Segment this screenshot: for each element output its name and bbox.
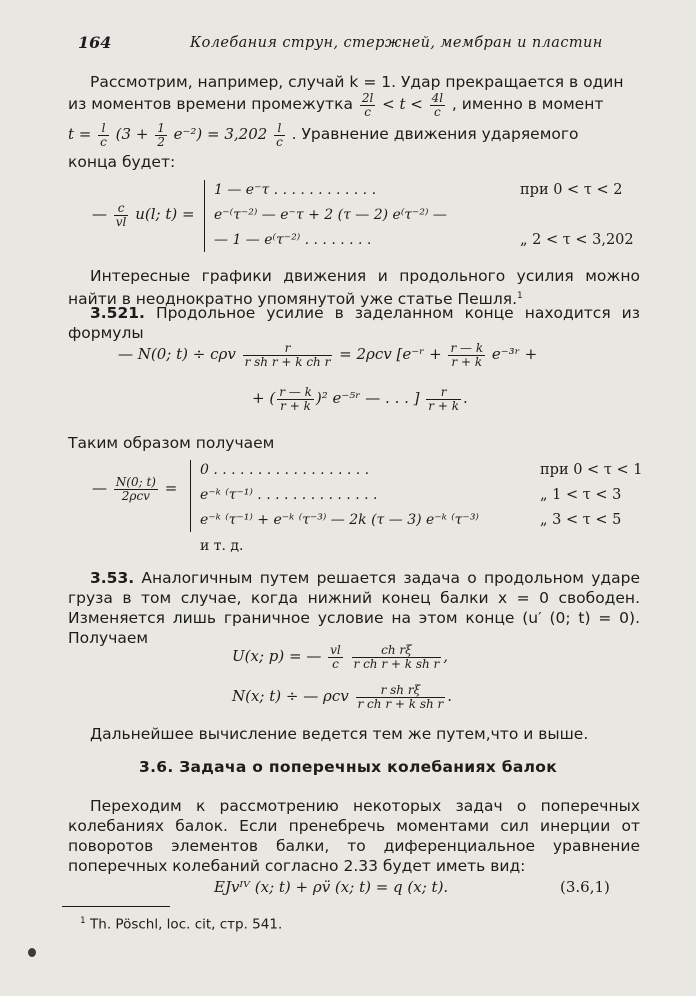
eq6-formula: EJvᴵⱽ (x; t) + ρv̈ (x; t) = q (x; t).: [214, 878, 449, 896]
eq3-cond3: „ 3 < τ < 5: [540, 512, 622, 528]
section-number: 3.53.: [90, 569, 135, 587]
eq3-cond2: „ 1 < τ < 3: [540, 487, 622, 503]
section-title: Задача о поперечных колебаниях балок: [179, 758, 558, 776]
para-beams: Переходим к рассмотрению некоторых задач о поперечных колебаниях балок. Если пренебречь моментами сил инерции от поворотов элементов балки, то диференциальное уравнение поперечных колебаний согласно 2.33 будет иметь вид:: [68, 797, 640, 875]
eq2-line2: [252, 386, 468, 412]
num: N(0; t): [115, 475, 156, 489]
fraction: [426, 386, 461, 412]
fraction: [98, 122, 109, 148]
part: — N(0; t) ÷ cρv: [118, 345, 236, 364]
part: U(x; p) = —: [232, 647, 322, 666]
part: .: [447, 687, 453, 706]
lhs-text: u(l; t) =: [135, 205, 195, 224]
ineq: < t <: [382, 95, 423, 114]
den: c: [276, 134, 283, 149]
fraction: [430, 92, 445, 118]
num: r sh rξ: [356, 684, 446, 698]
eq3-case3: e⁻ᵏ ⁽τ⁻¹⁾ + e⁻ᵏ ⁽τ⁻³⁾ — 2k (τ — 3) e⁻ᵏ ⁽τ⁻³⁾: [200, 512, 479, 528]
part: )² e⁻⁵ʳ — . . . ]: [315, 389, 420, 408]
den: c: [364, 104, 371, 119]
eq6-number: (3.6,1): [560, 878, 610, 896]
para-intro-line3: [68, 122, 640, 148]
fraction: [448, 342, 485, 368]
para-353: [68, 568, 640, 648]
minus: —: [92, 205, 107, 224]
eq3-case2: e⁻ᵏ ⁽τ⁻¹⁾ . . . . . . . . . . . . . .: [200, 487, 378, 503]
num: l: [274, 122, 285, 136]
eq3-case1: 0 . . . . . . . . . . . . . . . . . .: [200, 462, 370, 478]
para-intro-line1: Рассмотрим, например, случай k = 1. Удар прекращается в один: [90, 73, 624, 91]
num: r: [243, 342, 333, 356]
t-eq: t =: [68, 125, 92, 144]
num: ch rξ: [352, 644, 442, 658]
num: l: [98, 122, 109, 136]
page-number: 164: [78, 33, 112, 52]
eq1-case2: e⁻⁽τ⁻²⁾ — e⁻τ + 2 (τ — 2) e⁽τ⁻²⁾ —: [214, 207, 447, 223]
den: vl: [115, 214, 127, 229]
running-header: [0, 33, 696, 55]
den: r sh r + k ch r: [244, 354, 331, 369]
text: из моментов времени промежутка: [68, 95, 353, 114]
value: e⁻²) = 3,202: [173, 125, 268, 144]
den: 2: [157, 134, 165, 149]
eq1-cond1: при 0 < τ < 2: [520, 182, 623, 198]
part: = 2ρcv [e⁻ʳ +: [339, 345, 442, 364]
interval-math: [358, 91, 452, 119]
eq2-line1: [118, 342, 537, 368]
part: + (: [252, 389, 276, 408]
footnote: [80, 916, 282, 933]
den: 2ρcv: [121, 488, 150, 503]
num: 1: [157, 121, 165, 135]
num: 4l: [431, 91, 444, 105]
num: r — k: [450, 341, 484, 355]
fraction: [114, 202, 129, 228]
fraction: [356, 684, 446, 710]
brace: [190, 460, 191, 532]
text: Интересные графики движения и продольного усилия можно найти в неоднократно упомянутой уже статье Пешля.: [68, 267, 640, 309]
den: r + k: [428, 398, 459, 413]
para-further: Дальнейшее вычисление ведется тем же путем,что и выше.: [90, 725, 589, 743]
part: .: [462, 389, 468, 408]
text: . Уравнение движения ударяемого: [291, 125, 579, 144]
part: N(x; t) ÷ — ρcv: [232, 687, 349, 706]
fraction: [277, 386, 314, 412]
para-3521: [68, 303, 640, 343]
eq1-cond3: „ 2 < τ < 3,202: [520, 232, 634, 248]
para-intro-line2: [68, 92, 640, 118]
minus: —: [92, 479, 107, 498]
text: Аналогичным путем решается задача о продольном ударе груза в том случае, когда нижний конец балки x = 0 свободен. Изменяется лишь граничное условие на этом конце (u′ (0; t) = 0). Получаем: [68, 569, 640, 647]
fraction: [114, 476, 158, 502]
footnote-mark: 1: [517, 291, 523, 301]
text: Продольное усилие в заделанном конце находится из формулы: [68, 304, 640, 342]
fraction: [328, 644, 343, 670]
den: c: [100, 134, 107, 149]
eq1-case1: 1 — e⁻τ . . . . . . . . . . . .: [214, 182, 377, 198]
part: ,: [443, 647, 449, 666]
den: c: [332, 656, 339, 671]
num: r: [426, 386, 461, 400]
section-number: 3.521.: [90, 304, 145, 322]
footnote-text: Th. Pöschl, loc. cit, стр. 541.: [90, 916, 283, 933]
fraction: [274, 122, 285, 148]
etc: и т. д.: [200, 538, 244, 554]
footnote-rule: [62, 906, 170, 907]
num: c: [114, 202, 129, 216]
fraction: [243, 342, 333, 368]
den: r + k: [451, 354, 483, 369]
den: r + k: [280, 398, 311, 413]
ink-spot: [28, 948, 36, 957]
num: 2l: [361, 91, 374, 105]
eq1-case3: — 1 — e⁽τ⁻²⁾ . . . . . . . .: [214, 232, 372, 248]
brace: [204, 180, 205, 252]
para-thus: Таким образом получаем: [68, 434, 275, 452]
para-intro-line4: конца будет:: [68, 153, 176, 171]
footnote-mark: 1: [80, 916, 86, 926]
section-number: 3.6.: [138, 758, 174, 776]
eq3-lhs: [92, 476, 177, 502]
eq1-lhs: [92, 202, 195, 228]
paren: (3 +: [115, 125, 149, 144]
text: , именно в момент: [451, 95, 604, 114]
eq5: [232, 684, 452, 710]
eq3-cond1: при 0 < τ < 1: [540, 462, 643, 478]
den: r ch r + k sh r: [357, 696, 444, 711]
num: vl: [330, 643, 341, 657]
section-heading: [0, 758, 696, 776]
part: e⁻³ʳ +: [491, 345, 538, 364]
den: r ch r + k sh r: [353, 656, 440, 671]
moment-math: [68, 121, 292, 149]
fraction: [155, 122, 167, 148]
fraction: [352, 644, 442, 670]
num: r — k: [279, 385, 312, 399]
eq4: [232, 644, 448, 670]
running-title: Колебания струн, стержней, мембран и пластин: [190, 35, 603, 51]
den: c: [434, 104, 441, 119]
fraction: [360, 92, 375, 118]
eq-sign: =: [164, 479, 178, 498]
